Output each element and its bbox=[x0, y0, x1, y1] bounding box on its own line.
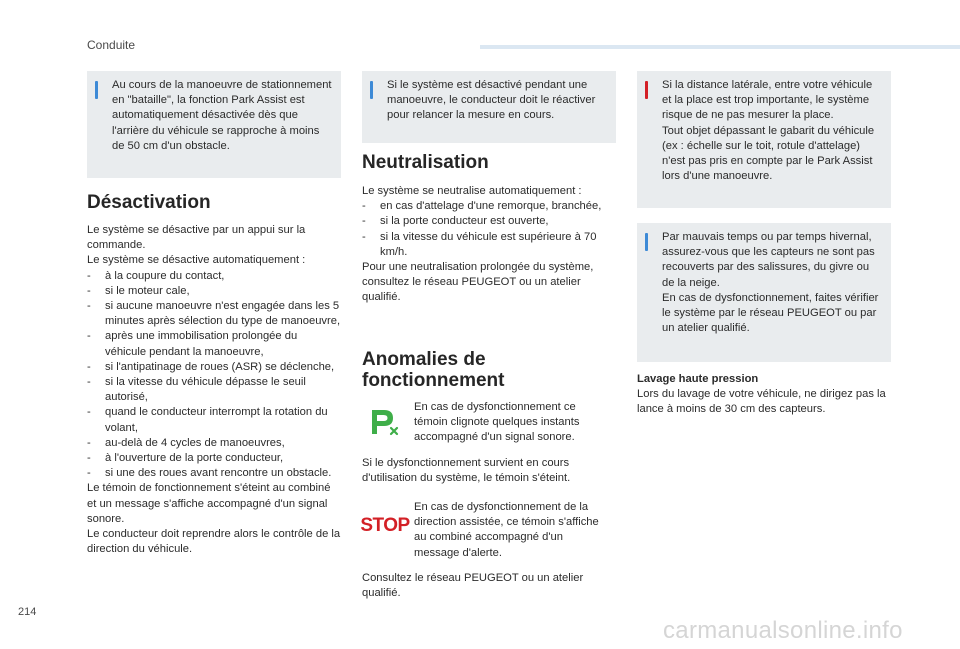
wash-title: Lavage haute pression bbox=[637, 373, 759, 385]
anomalies-end-text: Consultez le réseau PEUGEOT ou un atelier qualifié. bbox=[362, 572, 584, 600]
list-item: - si la vitesse du véhicule est supérieure à 70 km/h. bbox=[362, 230, 616, 260]
list-item: - à la coupure du contact, bbox=[87, 269, 341, 284]
stop-icon-label: STOP bbox=[360, 515, 410, 536]
neutralisation-list bbox=[362, 199, 616, 260]
info-box-line-1: Par mauvais temps ou par temps hivernal, assurez-vous que les capteurs ne sont pas recouverts par des salissures, du givre ou de la neige. bbox=[662, 231, 875, 289]
desactivation-outro-2: Le conducteur doit reprendre alors le contrôle de la direction du véhicule. bbox=[87, 528, 341, 556]
list-item: - au-delà de 4 cycles de manoeuvres, bbox=[87, 436, 341, 451]
info-box-weather bbox=[637, 223, 891, 362]
neutralisation-body bbox=[362, 184, 616, 306]
list-item: - si le moteur cale, bbox=[87, 284, 341, 299]
list-item: - si la porte conducteur est ouverte, bbox=[362, 214, 616, 229]
info-box-reactivation bbox=[362, 71, 616, 143]
info-box-line-2: En cas de dysfonctionnement, faites vérifier le système par le réseau PEUGEOT ou par un atelier qualifié. bbox=[662, 291, 879, 335]
list-item: - après une immobilisation prolongée du véhicule pendant la manoeuvre, bbox=[87, 329, 341, 359]
page-number: 214 bbox=[18, 606, 37, 618]
info-icon bbox=[95, 81, 98, 99]
heading-anomalies-line-2: fonctionnement bbox=[362, 370, 505, 391]
info-box-text: Au cours de la manoeuvre de stationnement en "bataille", la fonction Park Assist est automatiquement désactivée dès que l'arrière du véhicule se rapproche à moins de 50 cm d'un obstacle. bbox=[112, 79, 332, 152]
info-icon bbox=[645, 233, 648, 251]
heading-anomalies-line-1: Anomalies de bbox=[362, 349, 486, 370]
desactivation-intro-1: Le système se désactive par un appui sur la commande. bbox=[87, 224, 306, 252]
list-item: - à l'ouverture de la porte conducteur, bbox=[87, 451, 341, 466]
info-box-text: Si le système est désactivé pendant une manoeuvre, le conducteur doit le réactiver pour relancer la mesure en cours. bbox=[387, 79, 596, 122]
list-item: - quand le conducteur interrompt la rotation du volant, bbox=[87, 405, 341, 435]
heading-desactivation: Désactivation bbox=[87, 192, 211, 213]
warning-box-line-2: Tout objet dépassant le gabarit du véhicule (ex : échelle sur le toit, rotule d'attelage) n'est pas pris en compte par le Park Assist lors d'une manoeuvre. bbox=[662, 124, 875, 183]
stop-icon-description: En cas de dysfonctionnement de la direction assistée, ce témoin s'affiche au combiné accompagné d'un message d'alerte. bbox=[414, 501, 599, 559]
header-divider bbox=[480, 45, 960, 49]
info-box-bataille bbox=[87, 71, 341, 178]
watermark: carmanualsonline.info bbox=[663, 617, 903, 644]
list-item: - si une des roues avant rencontre un obstacle. bbox=[87, 466, 341, 481]
neutralisation-outro: Pour une neutralisation prolongée du système, consultez le réseau PEUGEOT ou un atelier qualifié. bbox=[362, 261, 594, 304]
list-item: - si l'antipatinage de roues (ASR) se déclenche, bbox=[87, 360, 341, 375]
warning-box-distance bbox=[637, 71, 891, 208]
wash-text: Lors du lavage de votre véhicule, ne dirigez pas la lance à moins de 30 cm des capteurs. bbox=[637, 388, 886, 416]
list-item: - si la vitesse du véhicule dépasse le seuil autorisé, bbox=[87, 375, 341, 405]
list-item: - si aucune manoeuvre n'est engagée dans les 5 minutes après sélection du type de manoeuvre, bbox=[87, 299, 341, 329]
warning-box-line-1: Si la distance latérale, entre votre véhicule et la place est trop importante, le système risque de ne pas mesurer la place. bbox=[662, 79, 873, 122]
anomalies-mid-text: Si le dysfonctionnement survient en cours d'utilisation du système, le témoin s'éteint. bbox=[362, 457, 571, 485]
neutralisation-intro: Le système se neutralise automatiquement : bbox=[362, 185, 582, 197]
section-title: Conduite bbox=[87, 38, 136, 52]
desactivation-body bbox=[87, 223, 341, 557]
desactivation-list bbox=[87, 269, 341, 482]
info-icon bbox=[370, 81, 373, 99]
desactivation-intro-2: Le système se désactive automatiquement : bbox=[87, 254, 306, 267]
warning-icon bbox=[645, 81, 648, 99]
park-assist-p-icon bbox=[366, 404, 402, 440]
heading-anomalies bbox=[362, 349, 505, 391]
desactivation-outro-1: Le témoin de fonctionnement s'éteint au combiné et un message s'affiche accompagné d'un signal sonore. bbox=[87, 482, 331, 525]
wash-section bbox=[637, 372, 897, 418]
heading-neutralisation: Neutralisation bbox=[362, 152, 489, 173]
stop-warning-icon bbox=[360, 511, 410, 536]
list-item: - en cas d'attelage d'une remorque, branchée, bbox=[362, 199, 616, 214]
p-icon-description: En cas de dysfonctionnement ce témoin clignote quelques instants accompagné d'un signal sonore. bbox=[414, 401, 580, 444]
